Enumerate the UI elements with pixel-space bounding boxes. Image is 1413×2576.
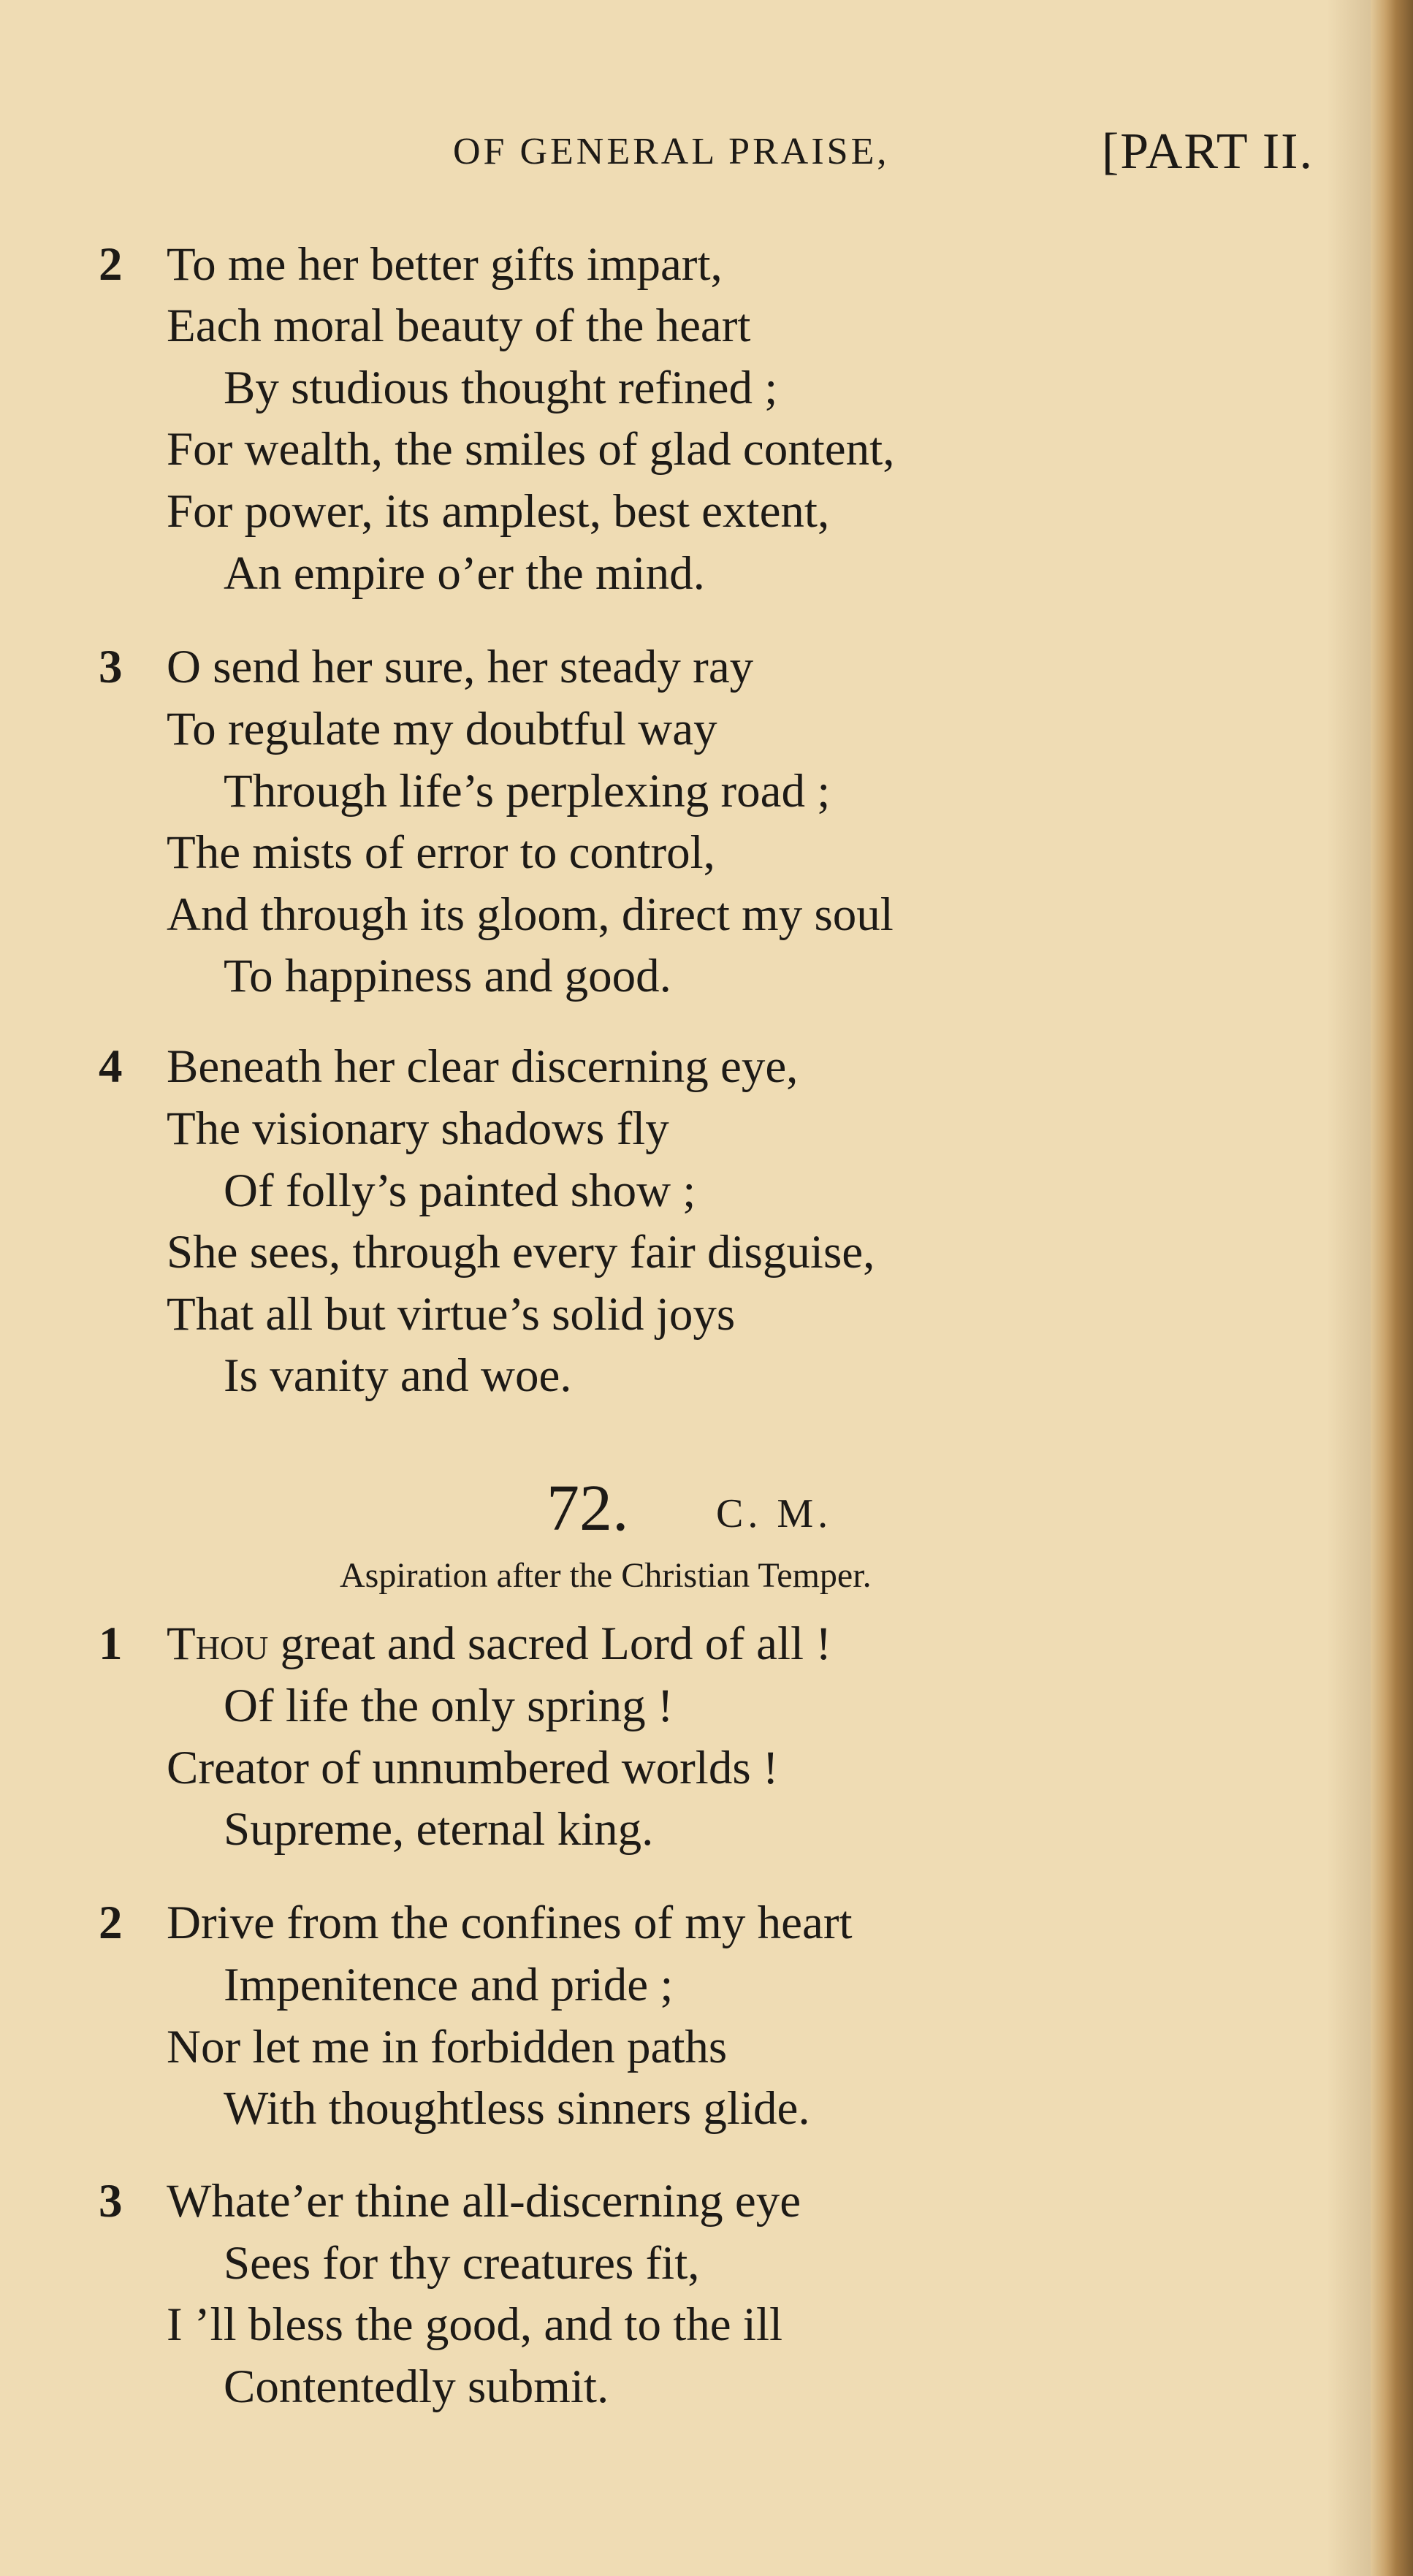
verse-line: Impenitence and pride ; bbox=[224, 1959, 674, 2011]
verse-line: Contentedly submit. bbox=[224, 2360, 609, 2413]
stanza-number: 3 bbox=[99, 2175, 123, 2228]
verse-line: An empire o’er the mind. bbox=[224, 547, 705, 600]
verse-line: For wealth, the smiles of glad content, bbox=[167, 423, 895, 476]
verse-line: Through life’s perplexing road ; bbox=[224, 765, 831, 818]
hymn-title: Aspiration after the Christian Temper. bbox=[340, 1556, 872, 1595]
verse-line: To me her better gifts impart, bbox=[167, 238, 723, 291]
verse-line: The visionary shadows fly bbox=[167, 1102, 669, 1155]
verse-line-first bbox=[167, 1615, 831, 1673]
stanza-number: 2 bbox=[99, 1897, 123, 1949]
verse-line: Sees for thy creatures fit, bbox=[224, 2237, 700, 2290]
verse-line: Of folly’s painted show ; bbox=[224, 1165, 696, 1217]
verse-line: Supreme, eternal king. bbox=[224, 1803, 654, 1856]
stanza-number: 2 bbox=[99, 238, 123, 291]
stanza-number: 3 bbox=[99, 641, 123, 693]
stanza-number: 4 bbox=[99, 1040, 123, 1093]
page-header bbox=[0, 123, 1359, 181]
verse-line: By studious thought refined ; bbox=[224, 362, 778, 414]
verse-line: Is vanity and woe. bbox=[224, 1349, 572, 1402]
part-label: [PART II. bbox=[1102, 123, 1314, 180]
page-gutter-shadow bbox=[1327, 0, 1371, 2576]
verse-line: And through its gloom, direct my soul bbox=[167, 888, 894, 941]
verse-line: For power, its amplest, best extent, bbox=[167, 485, 830, 538]
verse-line: Drive from the confines of my heart bbox=[167, 1897, 853, 1949]
verse-line: Nor let me in forbidden paths bbox=[167, 2021, 728, 2073]
verse-line: Of life the only spring ! bbox=[224, 1680, 674, 1732]
page-edge bbox=[1371, 0, 1413, 2576]
verse-line: Beneath her clear discerning eye, bbox=[167, 1040, 799, 1093]
verse-line: With thoughtless sinners glide. bbox=[224, 2082, 810, 2135]
stanza-number: 1 bbox=[99, 1617, 123, 1670]
verse-line: Whate’er thine all-discerning eye bbox=[167, 2175, 801, 2228]
first-word: Thou bbox=[167, 1617, 269, 1670]
hymn-number: 72. bbox=[546, 1472, 629, 1544]
verse-line: O send her sure, her steady ray bbox=[167, 641, 754, 693]
verse-line: I ’ll bless the good, and to the ill bbox=[167, 2298, 783, 2351]
verse-line: To regulate my doubtful way bbox=[167, 703, 717, 755]
first-line-rest: great and sacred Lord of all ! bbox=[268, 1617, 831, 1670]
verse-line: The mists of error to control, bbox=[167, 826, 715, 879]
hymn-heading bbox=[0, 1468, 1359, 1549]
verse-line: That all but virtue’s solid joys bbox=[167, 1288, 736, 1341]
verse-line: She sees, through every fair disguise, bbox=[167, 1226, 875, 1279]
verse-line: Creator of unnumbered worlds ! bbox=[167, 1742, 779, 1794]
verse-line: To happiness and good. bbox=[224, 950, 671, 1002]
verse-line: Each moral beauty of the heart bbox=[167, 300, 751, 352]
running-title: OF GENERAL PRAISE, bbox=[453, 131, 890, 172]
hymn-meter: C. M. bbox=[716, 1491, 833, 1536]
